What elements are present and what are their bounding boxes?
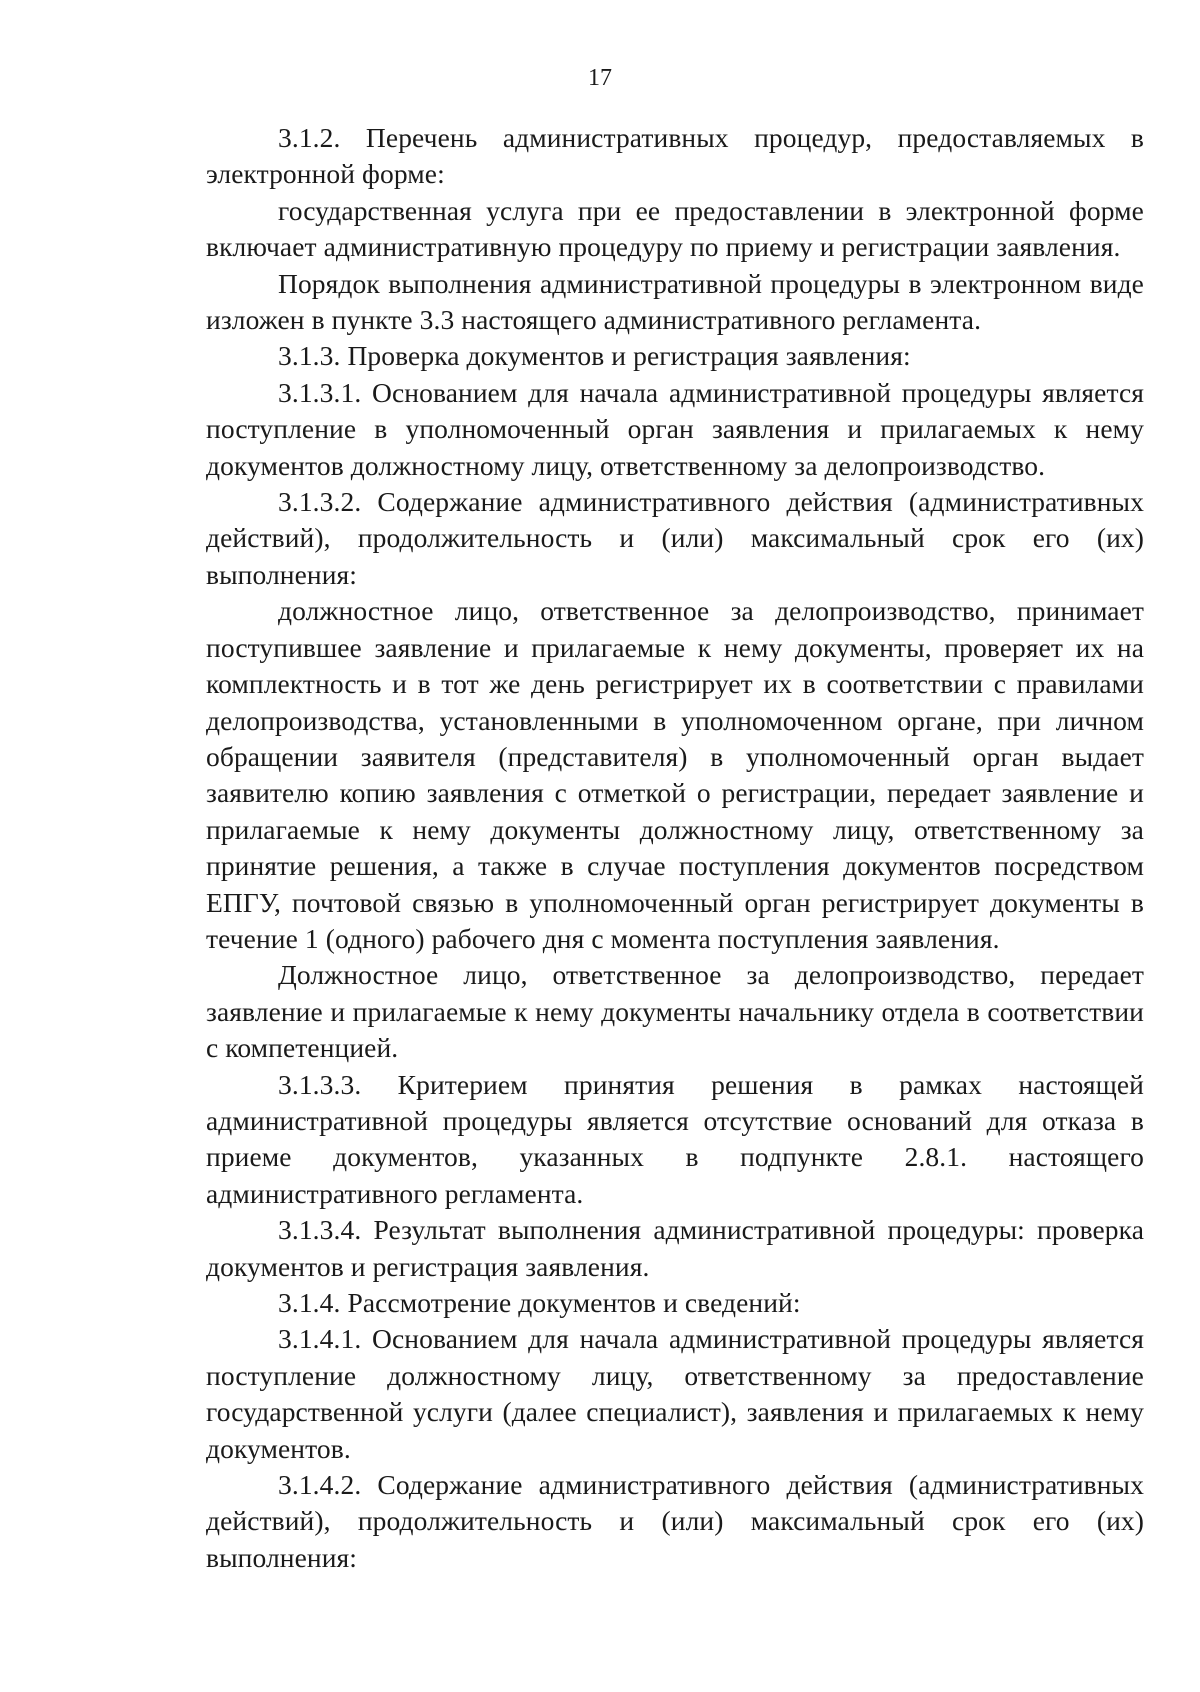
paragraph-3-1-2: 3.1.2. Перечень административных процедур, предоставляемых в электронной форме: (206, 122, 1144, 190)
paragraph-3-1-4-1: 3.1.4.1. Основанием для начала административной процедуры является поступление должностному лицу, ответственному за предоставление государственной услуги (далее специалист), заявления и прилагаемых к нему документов. (206, 1323, 1144, 1464)
paragraph-electronic-service: государственная услуга при ее предоставлении в электронной форме включает административную процедуру по приему и регистрации заявления. (206, 194, 1144, 263)
paragraph-3-1-3-4: 3.1.3.4. Результат выполнения административной процедуры: проверка документов и регистрация заявления. (206, 1214, 1144, 1282)
paragraph-3-1-3-2: 3.1.3.2. Содержание административного действия (административных действий), продолжительность и (или) максимальный срок его (их) выполнения: (206, 486, 1144, 590)
paragraph-3-1-4-2: 3.1.4.2. Содержание административного действия (административных действий), продолжительность и (или) максимальный срок его (их) выполнения: (206, 1469, 1144, 1573)
paragraph-3-1-3-3: 3.1.3.3. Критерием принятия решения в рамках настоящей административной процедуры является отсутствие оснований для отказа в приеме документов, указанных в подпункте 2.8.1. настоящего административного регламента. (206, 1068, 1144, 1209)
page-number: 17 (588, 65, 612, 91)
paragraph-3-1-3: 3.1.3. Проверка документов и регистрация заявления: (278, 340, 911, 372)
paragraph-procedure-order: Порядок выполнения административной процедуры в электронном виде изложен в пункте 3.3 настоящего административного регламента. (206, 267, 1144, 336)
paragraph-transfer-to-head: Должностное лицо, ответственное за делопроизводство, передает заявление и прилагаемые к нему документы начальнику отдела в соответствии с компетенцией. (206, 959, 1144, 1064)
document-body (206, 120, 1144, 1576)
paragraph-3-1-4: 3.1.4. Рассмотрение документов и сведений: (278, 1287, 801, 1318)
paragraph-3-1-3-1: 3.1.3.1. Основанием для начала административной процедуры является поступление в уполномоченный орган заявления и прилагаемых к нему документов должностному лицу, ответственному за делопроизводство. (206, 376, 1144, 481)
paragraph-official-duties: должностное лицо, ответственное за делопроизводство, принимает поступившее заявление и прилагаемые к нему документы, проверяет их на комплектность и в тот же день регистрирует их в соответствии с правилами делопроизводства, установленными в уполномоченном органе, при личном обращении заявителя (представителя) в уполномоченный орган выдает заявителю копию заявления с отметкой о регистрации, передает заявление и прилагаемые к нему документы должностному лицу, ответственному за принятие решения, а также в случае поступления документов посредством ЕПГУ, почтовой связью в уполномоченный орган регистрирует документы в течение 1 (одного) рабочего дня с момента поступления заявления. (206, 595, 1144, 954)
